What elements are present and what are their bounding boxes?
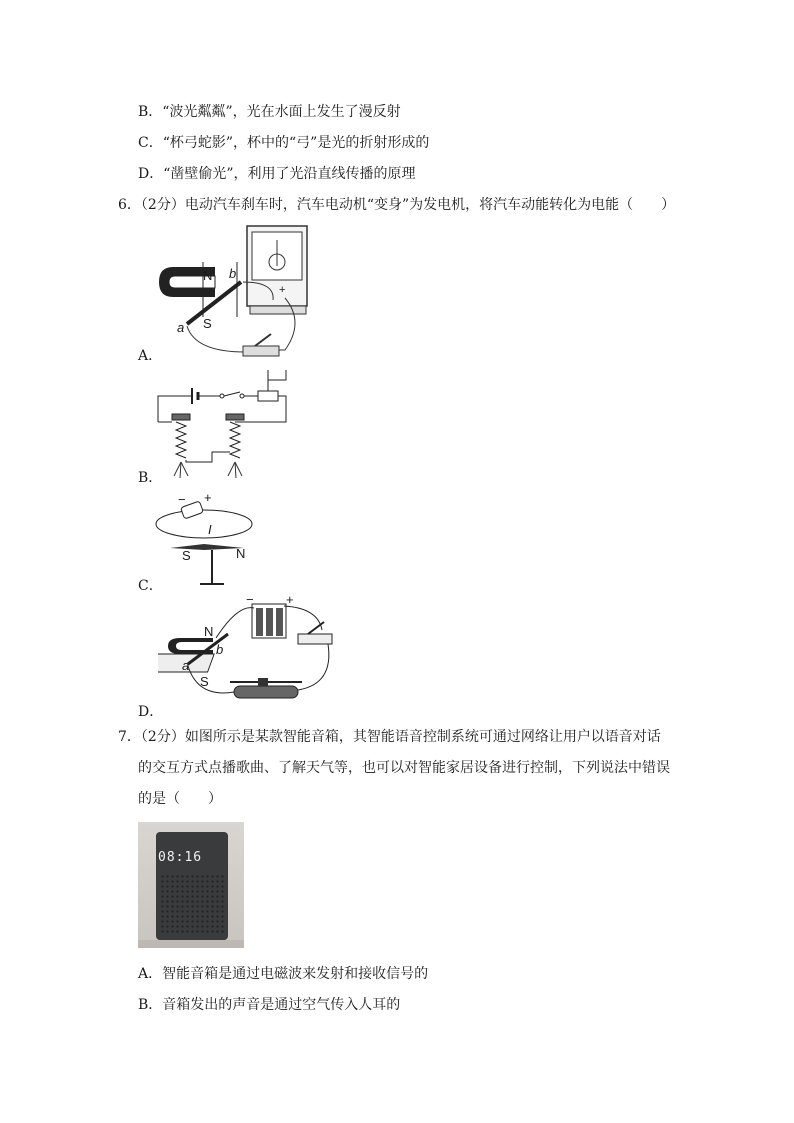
q6-option-d: D． xyxy=(138,704,164,720)
fig-d-minus: − xyxy=(246,592,254,607)
q7-stem-line-3: 的是（ ） xyxy=(138,791,222,807)
q6-figure-a xyxy=(155,222,315,362)
fig-a-n-pole: N xyxy=(203,268,213,283)
speaker-clock-display: 08:16 xyxy=(158,850,203,865)
fig-a-label-a: a xyxy=(177,320,185,335)
fig-a-s-pole: S xyxy=(203,316,212,331)
q6-figure-c xyxy=(152,492,262,588)
fig-d-label-b: b xyxy=(216,642,224,657)
q7-option-b: B．音箱发出的声音是通过空气传入人耳的 xyxy=(138,997,401,1013)
q7-stem-line-2: 的交互方式点播歌曲、了解天气等，也可以对智能家居设备进行控制，下列说法中错误 xyxy=(138,760,670,776)
fig-c-plus: + xyxy=(204,490,212,505)
q5-option-c: C．“杯弓蛇影”，杯中的“弓”是光的折射形成的 xyxy=(138,135,430,151)
q7-option-a: A．智能音箱是通过电磁波来发射和接收信号的 xyxy=(138,966,429,982)
q6-figure-b xyxy=(150,366,295,478)
smart-speaker-photo xyxy=(138,822,244,948)
q6-stem: 6．（2分）电动汽车刹车时，汽车电动机“变身”为发电机，将汽车动能转化为电能（ ） xyxy=(118,197,676,213)
table-surface xyxy=(138,940,244,948)
fig-c-s-pole: S xyxy=(182,548,191,563)
q6-option-c: C． xyxy=(138,578,163,594)
q6-option-a: A． xyxy=(138,348,163,364)
q6-option-b: B． xyxy=(138,470,163,486)
fig-d-n-pole: N xyxy=(204,624,214,639)
q6-figure-d xyxy=(158,594,338,712)
fig-d-s-pole: S xyxy=(200,674,209,689)
fig-a-plus: + xyxy=(279,284,286,296)
fig-a-label-b: b xyxy=(229,266,237,281)
q5-option-d: D．“凿壁偷光”，利用了光沿直线传播的原理 xyxy=(138,166,416,182)
fig-c-current-i: I xyxy=(208,522,212,537)
fig-d-label-a: a xyxy=(182,658,190,673)
q5-option-b: B．“波光粼粼”，光在水面上发生了漫反射 xyxy=(138,104,401,120)
speaker-grille xyxy=(160,874,224,934)
q7-stem-line-1: 7．（2分）如图所示是某款智能音箱，其智能语音控制系统可通过网络让用户以语音对话 xyxy=(118,729,661,745)
fig-c-n-pole: N xyxy=(236,546,246,561)
fig-d-plus: + xyxy=(286,592,294,607)
fig-c-minus: − xyxy=(178,492,186,507)
